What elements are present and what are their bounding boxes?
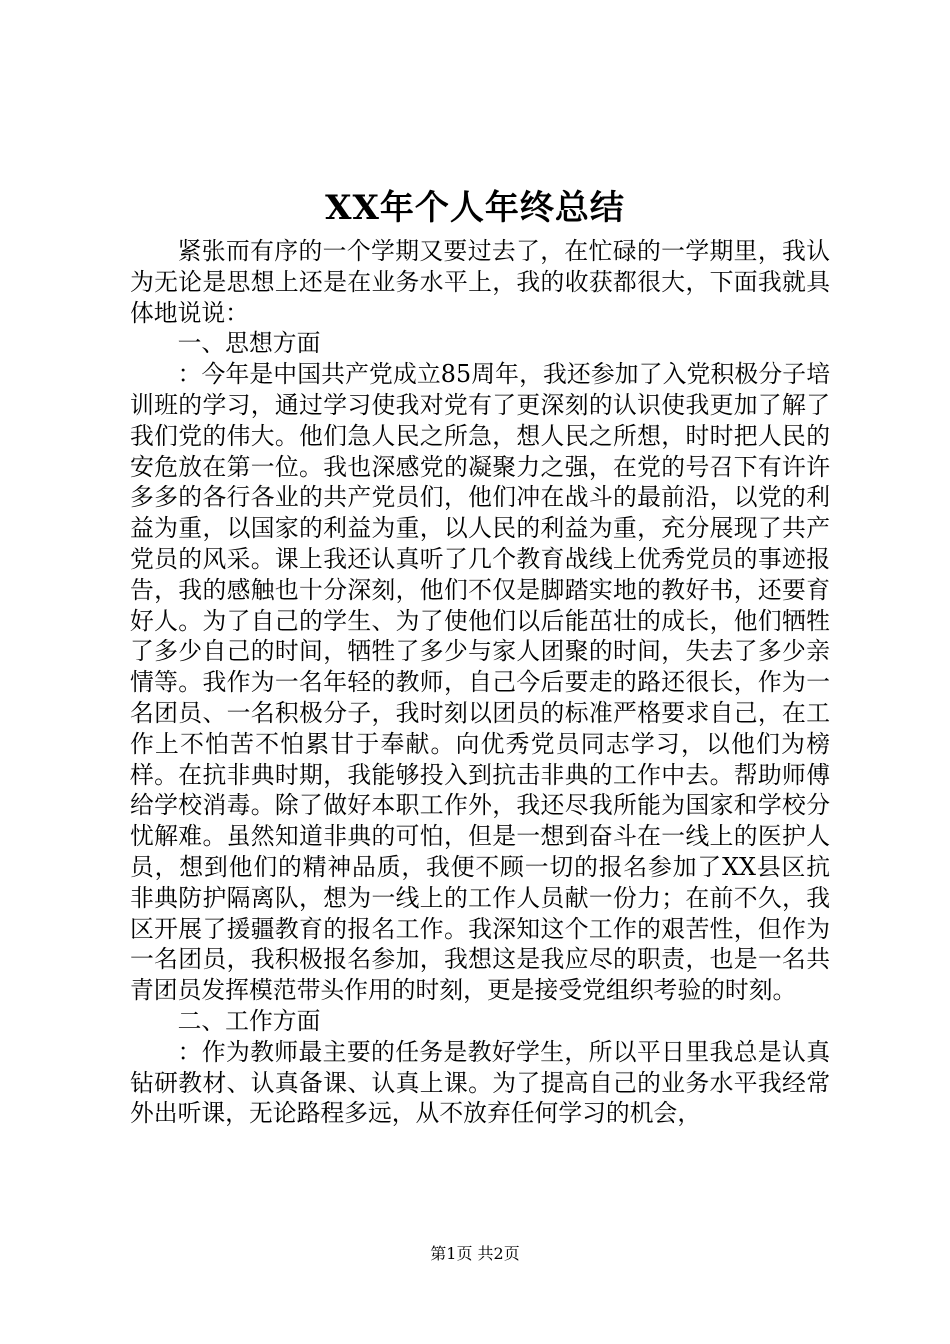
document-title: XX年个人年终总结 [325,188,625,228]
section-heading-work: 二、工作方面 [177,1006,321,1035]
document-body [130,236,830,1129]
intro-paragraph: 紧张而有序的一个学期又要过去了，在忙碌的一学期里，我认为无论是思想上还是在业务水平上，我的收获都很大，下面我就具体地说说： [130,237,830,327]
page-footer: 第1页 共2页 [430,1244,520,1263]
work-paragraph: ：作为教师最主要的任务是教好学生，所以平日里我总是认真钻研教材、认真备课、认真上课。为了提高自己的业务水平我经常外出听课，无论路程多远，从不放弃任何学习的机会， [130,1037,830,1128]
section-heading-thought: 一、思想方面 [177,329,321,358]
thought-paragraph: ：今年是中国共产党成立85周年，我还参加了入党积极分子培训班的学习，通过学习使我对党有了更深刻的认识使我更加了解了我们党的伟大。他们急人民之所急，想人民之所想，时时把人民的安危放在第一位。我也深感党的凝聚力之强，在党的号召下有许许多多的各行各业的共产党员们，他们冲在战斗的最前沿，以党的利益为重，以国家的利益为重，以人民的利益为重，充分展现了共产党员的风采。课上我还认真听了几个教育战线上优秀党员的事迹报告，我的感触也十分深刻，他们不仅是脚踏实地的教好书，还要育好人。为了自己的学生、为了使他们以后能茁壮的成长，他们牺牲了多少自己的时间，牺牲了多少与家人团聚的时间，失去了多少亲情等。我作为一名年轻的教师，自己今后要走的路还很长，作为一名团员、一名积极分子，我时刻以团员的标准严格要求自己，在工作上不怕苦不怕累甘于奉献。向优秀党员同志学习，以他们为榜样。在抗非典时期，我能够投入到抗击非典的工作中去。帮助师傅给学校消毒。除了做好本职工作外，我还尽我所能为国家和学校分忧解难。虽然知道非典的可怕，但是一想到奋斗在一线上的医护人员，想到他们的精神品质，我便不顾一切的报名参加了XX县区抗非典防护隔离队，想为一线上的工作人员献一份力；在前不久，我区开展了援疆教育的报名工作。我深知这个工作的艰苦性，但作为一名团员，我积极报名参加，我想这是我应尽的职责，也是一名共青团员发挥模范带头作用的时刻，更是接受党组织考验的时刻。 [130,360,830,1005]
